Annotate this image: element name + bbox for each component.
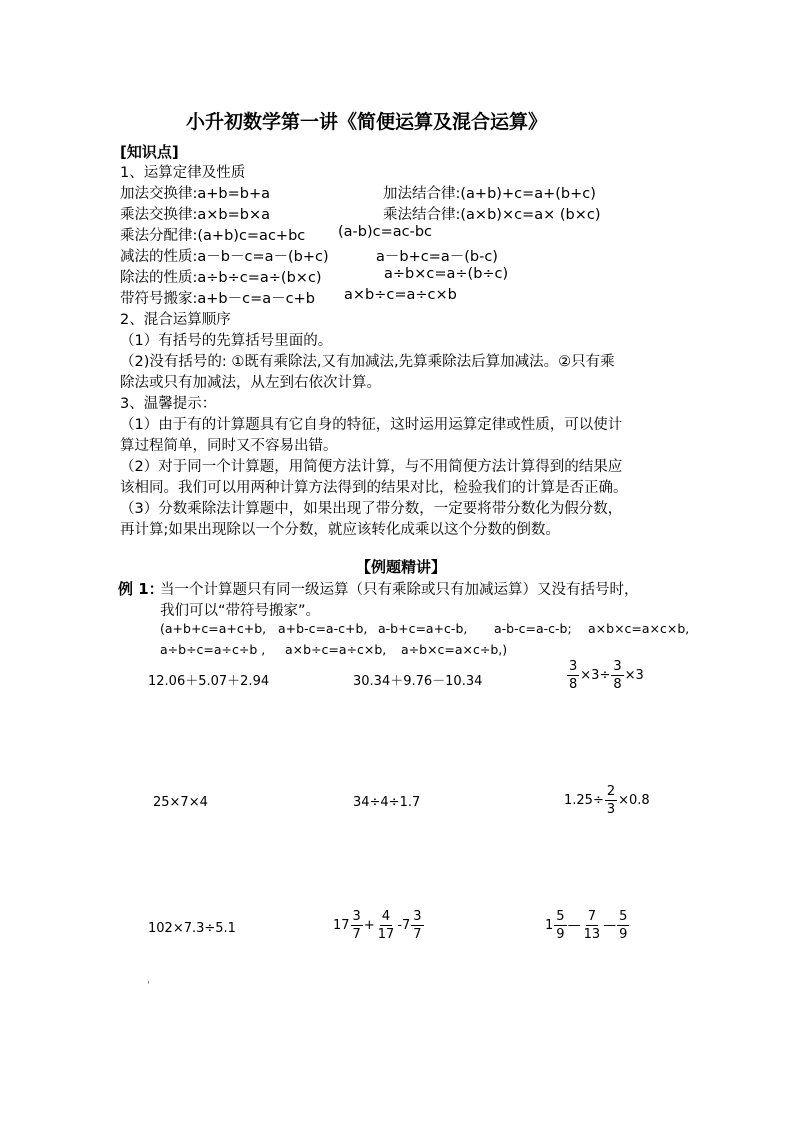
order-rule-1: （1）有括号的先算括号里面的。 xyxy=(120,333,333,349)
section-2-heading: 2、混合运算顺序 xyxy=(120,312,231,328)
fraction: $\frac{7}{13}$ xyxy=(583,909,601,942)
tip-2-line-2: 该相同。我们可以用两种计算方法得到的结果对比，检验我们的计算是否正确。 xyxy=(120,480,628,496)
problem-9: 1 $\frac{5}{9}$ — $\frac{7}{13}$ — $\frac{5}{9}$ xyxy=(545,909,628,942)
fraction: $\frac{4}{17}$ xyxy=(377,909,395,942)
law-left-3: 乘法分配律:(a+b)c=ac+bc xyxy=(120,228,306,244)
order-rule-2-line-2: 除法或只有加减法，从左到右依次计算。 xyxy=(120,375,381,391)
section-3-heading: 3、温馨提示： xyxy=(120,396,217,412)
rule-example: a×b÷c=a÷c×b, xyxy=(285,642,387,657)
knowledge-heading: [知识点] xyxy=(120,143,179,161)
problem-8: 17 $\frac{3}{7}$ + $\frac{4}{17}$ -7 $\frac{3}{7}$ xyxy=(333,909,422,942)
problem-1: 12.06＋5.07＋2.94 xyxy=(148,674,270,689)
fraction: $\frac{3}{8}$ xyxy=(613,659,622,692)
rule-example: a×b×c=a×c×b, xyxy=(588,621,690,636)
examples-heading: 【例题精讲】 xyxy=(356,558,447,576)
law-left-4: 减法的性质:a－b－c=a－(b+c) xyxy=(120,249,329,265)
law-left-1: 加法交换律:a+b=b+a xyxy=(120,186,271,202)
tip-2-line-1: （2）对于同一个计算题，用简便方法计算，与不用简便方法计算得到的结果应 xyxy=(120,459,623,475)
rule-example: a÷b÷c=a÷c÷b , xyxy=(160,642,266,657)
example-1-line-2: 我们可以“带符号搬家”。 xyxy=(160,603,321,619)
fraction: $\frac{3}{7}$ xyxy=(413,909,422,942)
law-right-4: a－b+c=a－(b-c) xyxy=(376,249,498,265)
rule-example: a÷b×c=a×c÷b,) xyxy=(401,642,508,657)
problem-6: 1.25÷ $\frac{2}{3}$ ×0.8 xyxy=(564,784,650,817)
fraction: $\frac{5}{9}$ xyxy=(556,909,565,942)
fraction: $\frac{2}{3}$ xyxy=(606,784,616,817)
rule-example: a-b-c=a-c-b; xyxy=(494,621,572,636)
law-right-1: 加法结合律:(a+b)+c=a+(b+c) xyxy=(383,186,596,202)
page-title: 小升初数学第一讲《简便运算及混合运算》 xyxy=(186,111,548,133)
footer-mark: ' xyxy=(147,980,150,991)
problem-7: 102×7.3÷5.1 xyxy=(148,921,236,936)
law-right-6: a×b÷c=a÷c×b xyxy=(344,287,457,303)
fraction: $\frac{5}{9}$ xyxy=(619,909,628,942)
problem-4: 25×7×4 xyxy=(153,795,208,810)
tip-3-line-2: 再计算;如果出现除以一个分数，就应该转化成乘以这个分数的倒数。 xyxy=(120,522,560,538)
rule-example: a-b+c=a+c-b, xyxy=(378,621,468,636)
example-1-line-1: 当一个计算题只有同一级运算（只有乘除或只有加减运算）又没有括号时， xyxy=(160,582,639,598)
law-left-2: 乘法交换律:a×b=b×a xyxy=(120,207,271,223)
fraction: $\frac{3}{8}$ xyxy=(569,659,578,692)
order-rule-2-line-1: （2)没有括号的: ①既有乘除法,又有加减法,先算乘除法后算加减法。②只有乘 xyxy=(120,354,615,370)
problem-5: 34÷4÷1.7 xyxy=(353,795,421,810)
rule-example: a+b-c=a-c+b, xyxy=(278,621,368,636)
tip-1-line-2: 算过程简单，同时又不容易出错。 xyxy=(120,438,338,454)
fraction: $\frac{3}{7}$ xyxy=(352,909,361,942)
tip-3-line-1: （3）分数乘除法计算题中，如果出现了带分数，一定要将带分数化为假分数， xyxy=(120,501,623,517)
law-right-2: 乘法结合律:(a×b)×c=a× (b×c) xyxy=(383,207,601,223)
law-left-5: 除法的性质:a÷b÷c=a÷(b×c) xyxy=(120,270,322,286)
law-right-5: a÷b×c=a÷(b÷c) xyxy=(384,266,509,282)
rule-example: (a+b+c=a+c+b, xyxy=(160,621,267,636)
tip-1-line-1: （1）由于有的计算题具有它自身的特征，这时运用运算定律或性质，可以使计 xyxy=(120,417,623,433)
section-1-heading: 1、运算定律及性质 xyxy=(120,165,246,181)
law-left-6: 带符号搬家:a+b－c=a－c+b xyxy=(120,291,315,307)
problem-3: $\frac{3}{8}$ ×3÷ $\frac{3}{8}$ ×3 xyxy=(569,659,644,692)
problem-2: 30.34＋9.76－10.34 xyxy=(353,674,483,689)
law-right-3: (a-b)c=ac-bc xyxy=(338,224,433,240)
example-1-label: 例 1： xyxy=(118,580,164,598)
